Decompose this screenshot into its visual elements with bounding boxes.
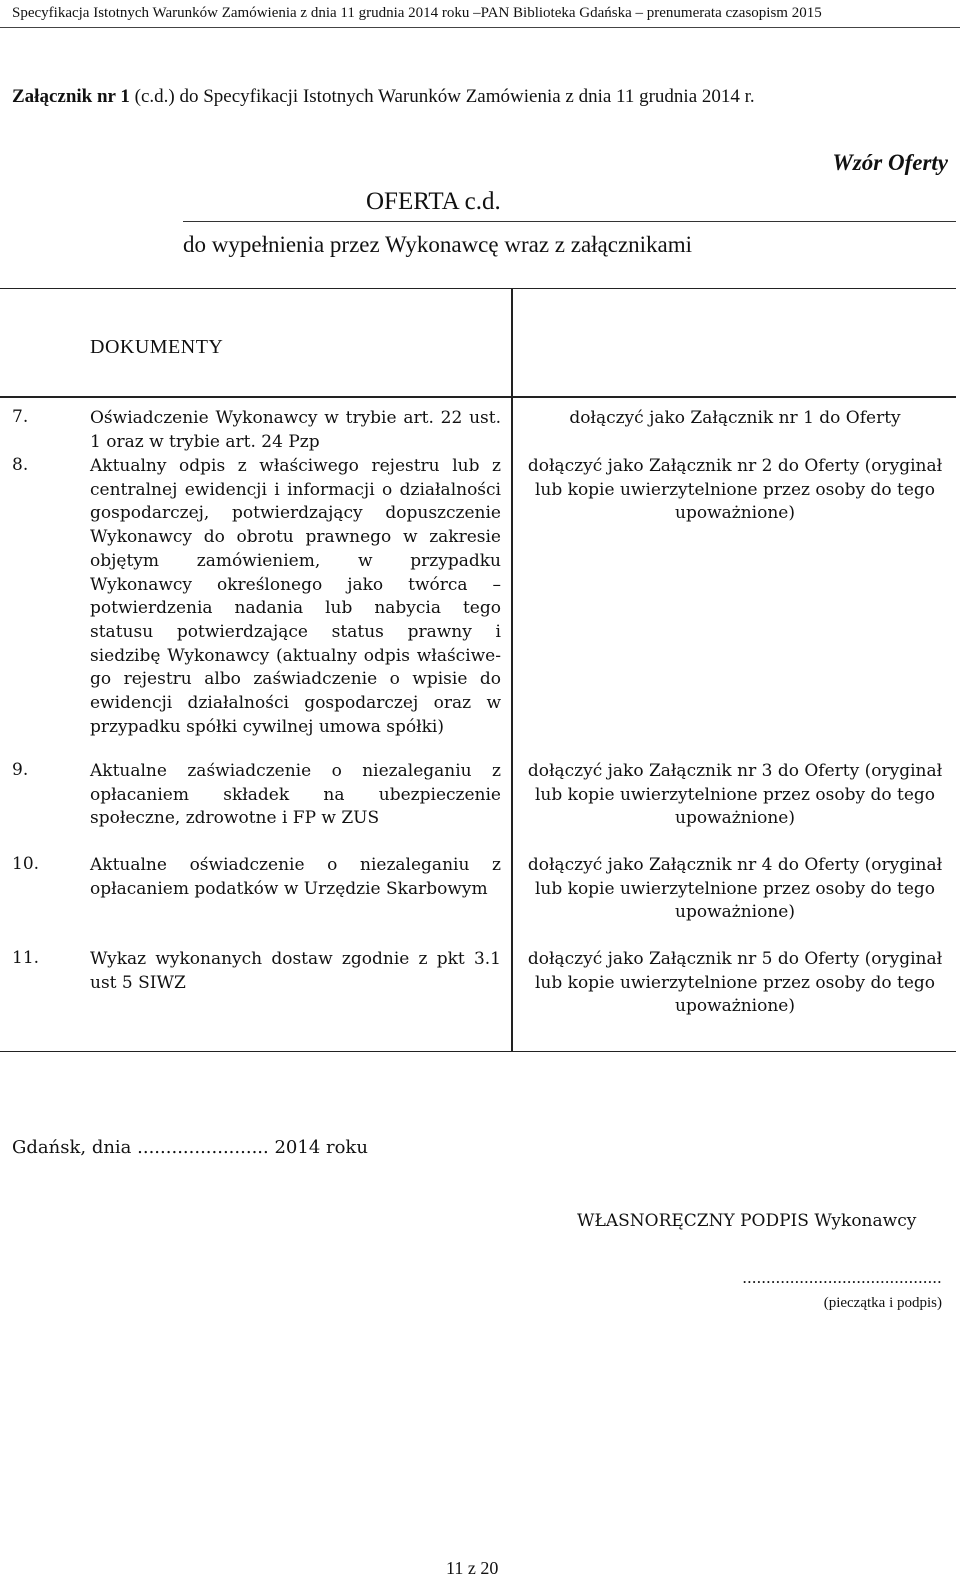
title-divider (183, 221, 956, 222)
attachment-number: Załącznik nr 1 (12, 86, 130, 107)
item-number: 9. (12, 760, 29, 780)
item-description: Wykaz wykonanych dostaw zgodnie z pkt 3.1 ust 5 SIWZ (90, 949, 501, 993)
item-instruction: dołączyć jako Załącznik nr 2 do Oferty (oryginał lub kopie uwierzytelnione przez osoby do tego upoważnione) (527, 456, 943, 524)
item-instruction: dołączyć jako Załącznik nr 4 do Oferty (oryginał lub kopie uwierzytelnione przez osoby do tego upoważnione) (527, 855, 943, 923)
item-number: 10. (12, 854, 40, 874)
attachment-description: (c.d.) do Specyfikacji Istotnych Warunków Zamówienia z dnia 11 grudnia 2014 r. (129, 86, 755, 107)
table-header-divider (0, 396, 956, 398)
signature-line: .......................................... (742, 1268, 942, 1287)
offer-subtitle: do wypełnienia przez Wykonawcę wraz z załącznikami (183, 232, 693, 257)
signature-label: WŁASNORĘCZNY PODPIS Wykonawcy (577, 1211, 917, 1231)
item-description: Aktualne zaświadczenie o niezaleganiu z opłacaniem składek na ubezpieczenie społeczne, zdrowotne i FP w ZUS (90, 761, 501, 829)
item-description: Aktualne oświadczenie o niezaleganiu z opłacaniem podatków w Urzędzie Skarbowym (90, 855, 501, 899)
page-number: 11 z 20 (446, 1558, 499, 1578)
stamp-label: (pieczątka i podpis) (823, 1295, 942, 1311)
header-divider (0, 27, 960, 28)
item-number: 11. (12, 948, 40, 968)
offer-title: OFERTA c.d. (366, 188, 501, 215)
running-header: Specyfikacja Istotnych Warunków Zamówienia z dnia 11 grudnia 2014 roku –PAN Biblioteka Gdańska – prenumerata czasopism 2015 (12, 5, 822, 21)
section-heading: DOKUMENTY (90, 336, 224, 358)
item-number: 7. (12, 407, 29, 427)
item-description: Aktualny odpis z właściwego rejestru lub z centralnej ewidencji i informacji o działalności gospodarczej, potwierdzający dopuszczenie Wykonawcy do obrotu prawnego w zakresie objętym zamówieniem, w przypadku Wykonawcy określonego jako twórca – potwierdzenia nadania lub nabycia tego statusu potwierdzające status prawny i siedzibę Wykonawcy (aktualny odpis właściwe-go rejestru albo zaświadczenie o wpisie do ewidencji działalności gospodarczej oraz w przypadku spółki cywilnej umowa spółki) (90, 456, 501, 737)
table-column-divider (511, 288, 513, 1051)
item-instruction: dołączyć jako Załącznik nr 1 do Oferty (569, 408, 901, 428)
item-description: Oświadczenie Wykonawcy w trybie art. 22 ust. 1 oraz w trybie art. 24 Pzp (90, 408, 501, 452)
item-instruction: dołączyć jako Załącznik nr 5 do Oferty (oryginał lub kopie uwierzytelnione przez osoby do tego upoważnione) (527, 949, 943, 1017)
item-number: 8. (12, 455, 29, 475)
place-and-date: Gdańsk, dnia ....................... 2014 roku (12, 1137, 368, 1158)
form-label: Wzór Oferty (832, 150, 948, 175)
item-instruction: dołączyć jako Załącznik nr 3 do Oferty (oryginał lub kopie uwierzytelnione przez osoby do tego upoważnione) (527, 761, 943, 829)
attachment-title (12, 86, 755, 108)
